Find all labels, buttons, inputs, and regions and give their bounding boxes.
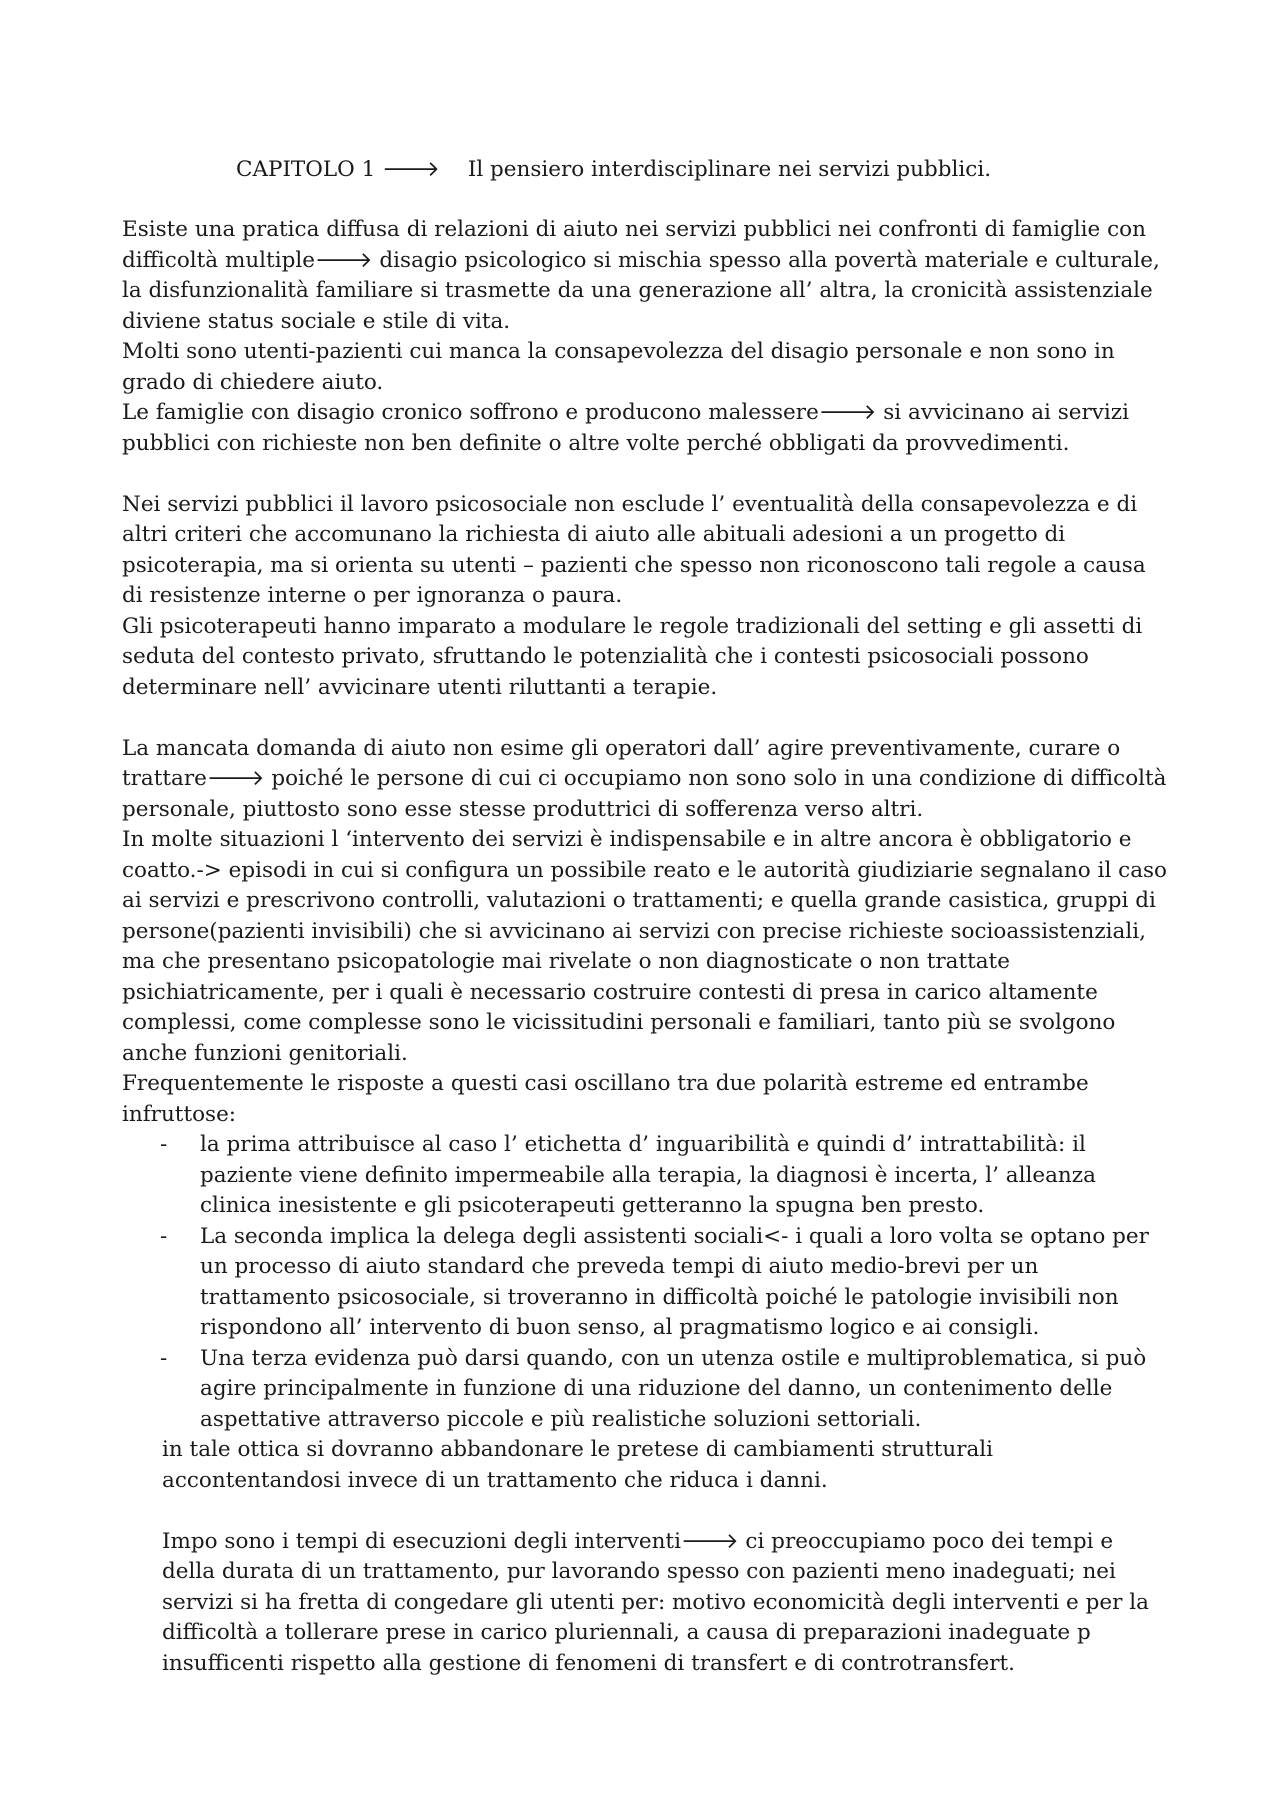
document-body (122, 215, 1172, 1679)
list-item: - la prima attribuisce al caso l’ etichetta d’ inguaribilità e quindi d’ intrattabilità: il paziente viene definito impermeabile alla terapia, la diagnosi è incerta, l’ alleanza clinica inesistente e gli psicoterapeuti getteranno la spugna ben presto. (200, 1130, 1172, 1222)
paragraph: Molti sono utenti-pazienti cui manca la consapevolezza del disagio personale e non sono in grado di chiedere aiuto. (122, 339, 1115, 395)
paragraph: in tale ottica si dovranno abbandonare le pretese di cambiamenti strutturali accontentandosi invece di un trattamento che riduca i danni. (162, 1437, 994, 1493)
paragraph: Impo sono i tempi di esecuzioni degli interventi🡒 ci preoccupiamo poco dei tempi e della durata di un trattamento, pur lavorando spesso con pazienti meno inadeguati; nei servizi si ha fretta di congedare gli utenti per: motivo economicità degli interventi e per la difficoltà a tollerare prese in carico pluriennali, a causa di preparazioni inadeguate p insufficenti rispetto alla gestione di fenomeni di transfert e di controtransfert. (162, 1528, 1149, 1676)
paragraph: Nei servizi pubblici il lavoro psicosociale non esclude l’ eventualità della consapevolezza e di altri criteri che accomunano la richiesta di aiuto alle abituali adesioni a un progetto di psicoterapia, ma si orienta su utenti – pazienti che spesso non riconoscono tali regole a causa di resistenze interne o per ignoranza o paura. (122, 491, 1146, 608)
closing-section (122, 1435, 1172, 1679)
paragraph: Frequentemente le risposte a questi casi oscillano tra due polarità estreme ed entrambe infruttose: (122, 1071, 1089, 1127)
chapter-title: Il pensiero interdisciplinare nei servizi pubblici. (467, 157, 992, 182)
paragraph: Le famiglie con disagio cronico soffrono e producono malessere🡒 si avvicinano ai servizi pubblici con richieste non ben definite o altre volte perché obbligati da provvedimenti. (122, 400, 1130, 456)
paragraph: La mancata domanda di aiuto non esime gli operatori dall’ agire preventivamente, curare o trattare🡒 poiché le persone di cui ci occupiamo non sono solo in una condizione di difficoltà personale, piuttosto sono esse stesse produttrici di sofferenza verso altri. (122, 735, 1167, 822)
chapter-label: CAPITOLO 1 (236, 157, 376, 182)
paragraph: Esiste una pratica diffusa di relazioni di aiuto nei servizi pubblici nei confronti di famiglie con difficoltà multiple🡒 disagio psicologico si mischia spesso alla povertà materiale e culturale, la disfunzionalità familiare si trasmette da una generazione all’ altra, la cronicità assistenziale diviene status sociale e stile di vita. (122, 217, 1160, 334)
arrow-icon: 🡒 (382, 157, 440, 182)
list-item: - Una terza evidenza può darsi quando, con un utenza ostile e multiproblematica, si può agire principalmente in funzione di una riduzione del danno, un contenimento delle aspettative attraverso piccole e più realistiche soluzioni settoriali. (200, 1344, 1172, 1436)
chapter-heading (236, 155, 991, 186)
paragraph: In molte situazioni l ‘intervento dei servizi è indispensabile e in altre ancora è obbligatorio e coatto.-> episodi in cui si configura un possibile reato e le autorità giudiziarie segnalano il caso ai servizi e prescrivono controlli, valutazioni o trattamenti; e quella grande casistica, gruppi di persone(pazienti invisibili) che si avvicinano ai servizi con precise richieste socioassistenziali, ma che presentano psicopatologie mai rivelate o non diagnosticate o non trattate psichiatricamente, per i quali è necessario costruire contesti di presa in carico altamente complessi, come complesse sono le vicissitudini personali e familiari, tanto più se svolgono anche funzioni genitoriali. (122, 827, 1167, 1066)
bullet-list (122, 1130, 1172, 1435)
list-item: - La seconda implica la delega degli assistenti sociali<- i quali a loro volta se optano per un processo di aiuto standard che preveda tempi di aiuto medio-brevi per un trattamento psicosociale, si troveranno in difficoltà poiché le patologie invisibili non rispondono all’ intervento di buon senso, al pragmatismo logico e ai consigli. (200, 1222, 1172, 1344)
paragraph: Gli psicoterapeuti hanno imparato a modulare le regole tradizionali del setting e gli assetti di seduta del contesto privato, sfruttando le potenzialità che i contesti psicosociali possono determinare nell’ avvicinare utenti riluttanti a terapie. (122, 613, 1143, 700)
